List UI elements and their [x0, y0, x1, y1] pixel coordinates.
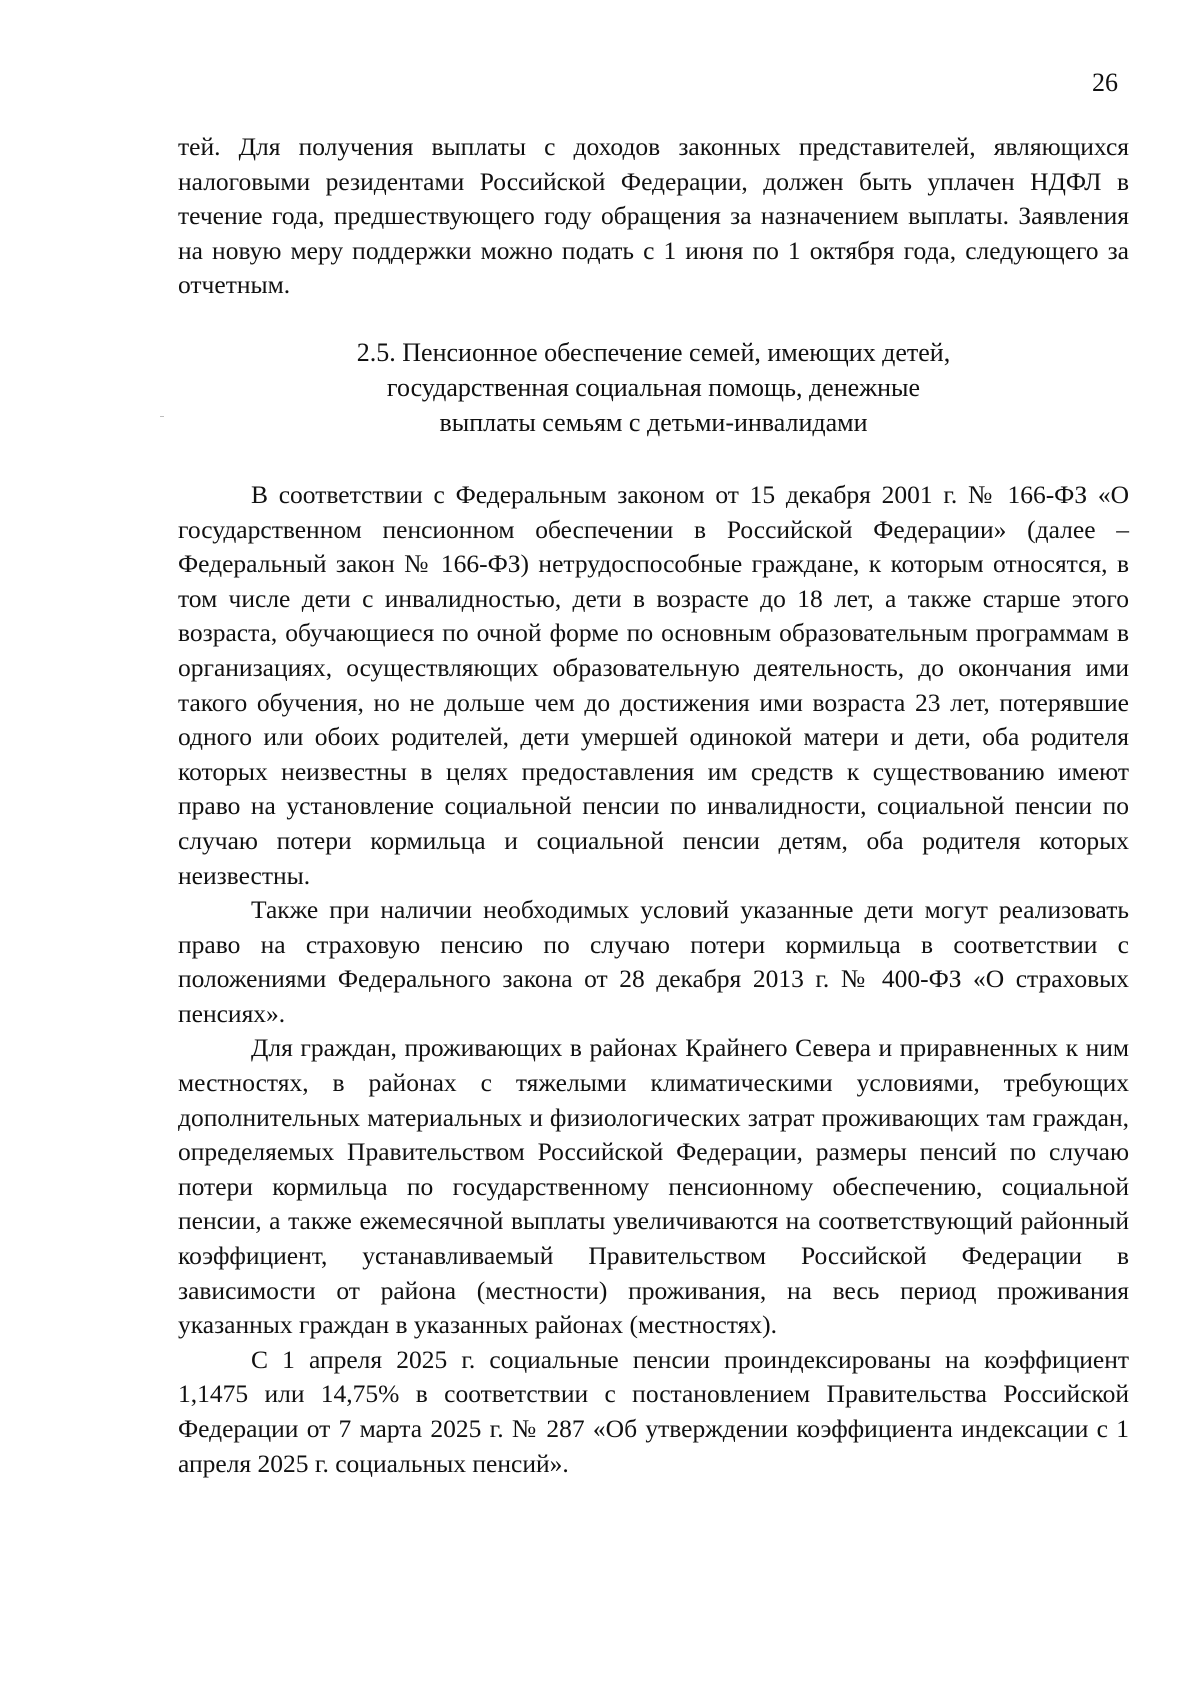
body-paragraph: Также при наличии необходимых условий указанные дети могут реализовать право на страховую пенсию по случаю потери кормильца в соответствии с положениями Федерального закона от 28 декабря 2013 г. № 400-ФЗ «О страховых пенсиях». [178, 895, 1129, 1028]
intro-paragraph: тей. Для получения выплаты с доходов законных представителей, являющихся налоговыми резидентами Российской Федерации, должен быть уплачен НДФЛ в течение года, предшествующего году обращения за назначением выплаты. Заявления на новую меру поддержки можно подать с 1 июня по 1 октября года, следующего за отчетным. [178, 132, 1129, 300]
body-paragraph: Для граждан, проживающих в районах Крайнего Севера и приравненных к ним местностях, в районах с тяжелыми климатическими условиями, требующих дополнительных материальных и физиологических затрат проживающих там граждан, определяемых Правительством Российской Федерации, размеры пенсий по случаю потери кормильца по государственному пенсионному обеспечению, социальной пенсии, а также ежемесячной выплаты увеличиваются на соответствующий районный коэффициент, устанавливаемый Правительством Российской Федерации в зависимости от района (местности) проживания, на весь период проживания указанных граждан в указанных районах (местностях). [178, 1033, 1129, 1340]
section-heading-line: 2.5. Пенсионное обеспечение семей, имеющих детей, [356, 337, 951, 367]
section-heading-line: выплаты семьям с детьми-инвалидами [439, 407, 868, 437]
section-heading [178, 335, 1129, 440]
body-paragraph: С 1 апреля 2025 г. социальные пенсии проиндексированы на коэффициент 1,1475 или 14,75% в соответствии с постановлением Правительства Российской Федерации от 7 марта 2025 г. № 287 «Об утверждении коэффициента индексации с 1 апреля 2025 г. социальных пенсий». [178, 1344, 1129, 1478]
page-content [178, 130, 1129, 1481]
margin-mark [160, 416, 164, 417]
body-paragraph: В соответствии с Федеральным законом от 15 декабря 2001 г. № 166-ФЗ «О государственном пенсионном обеспечении в Российской Федерации» (далее – Федеральный закон № 166-ФЗ) нетрудоспособные граждане, к которым относятся, в том числе дети с инвалидностью, дети в возрасте до 18 лет, а также старше этого возраста, обучающиеся по очной форме по основным образовательным программам в организациях, осуществляющих образовательную деятельность, до окончания ими такого обучения, но не дольше чем до достижения ими возраста 23 лет, потерявшие одного или обоих родителей, дети умершей одинокой матери и дети, оба родителя которых неизвестны в целях предоставления им средств к существованию имеют право на установление социальной пенсии по инвалидности, социальной пенсии по случаю потери кормильца и социальной пенсии детям, оба родителя которых неизвестны. [178, 479, 1129, 890]
section-heading-line: государственная социальная помощь, денежные [386, 372, 921, 402]
page-number: 26 [1092, 68, 1118, 97]
